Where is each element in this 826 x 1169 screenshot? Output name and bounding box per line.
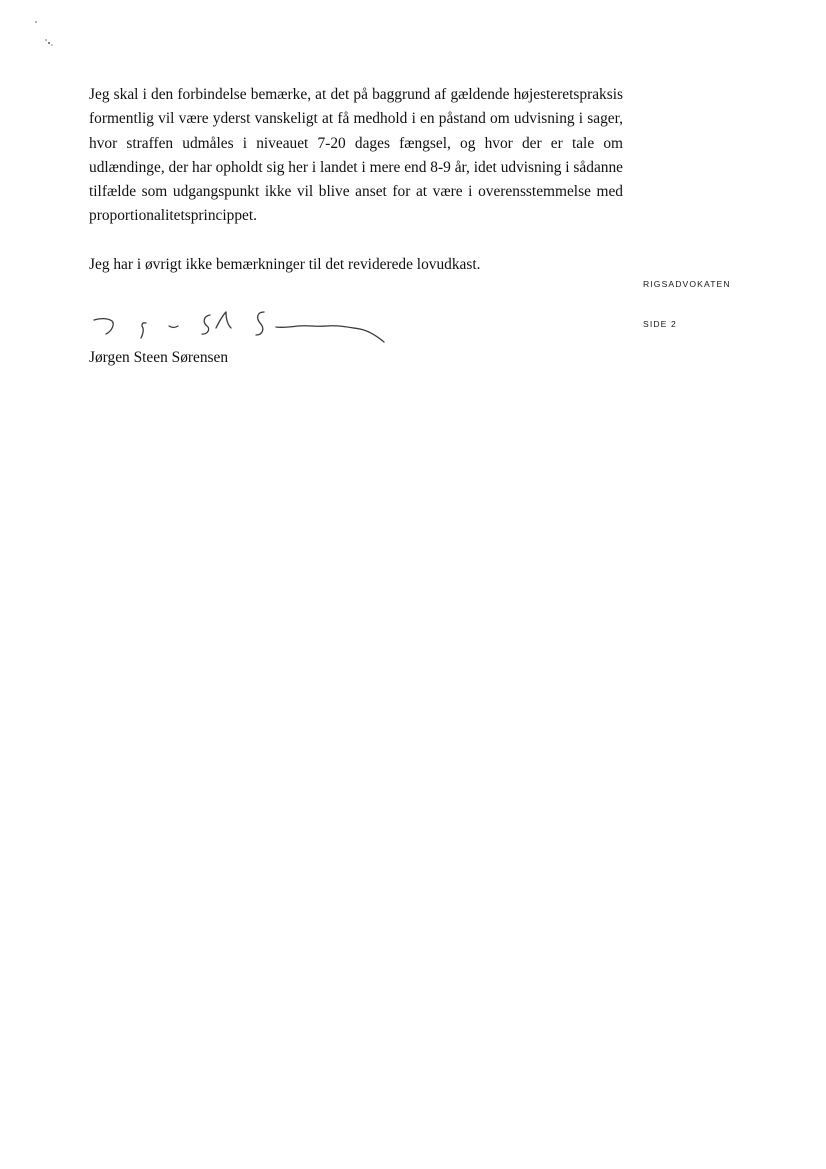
handwritten-signature (86, 298, 396, 350)
signer-name: Jørgen Steen Sørensen (89, 349, 229, 366)
closing-paragraph: Jeg har i øvrigt ikke bemærkninger til det reviderede lovudkast. (89, 256, 481, 273)
letter-body (89, 83, 623, 229)
letterhead-label: RIGSADVOKATEN (643, 279, 731, 289)
page-number: SIDE 2 (643, 319, 677, 329)
body-paragraph: Jeg skal i den forbindelse bemærke, at det på baggrund af gældende højesteretspraksis formentlig vil være yderst vanskeligt at få medhold i en påstand om udvisning i sager, hvor straffen udmåles i niveauet 7-20 dages fængsel, og hvor der er tale om udlændinge, der har opholdt sig her i landet i mere end 8-9 år, idet udvisning i sådanne tilfælde som udgangspunkt ikke vil blive anset for at være i overensstemmelse med proportionalitetsprincippet. (89, 86, 623, 225)
scan-specks-icon (30, 18, 60, 50)
